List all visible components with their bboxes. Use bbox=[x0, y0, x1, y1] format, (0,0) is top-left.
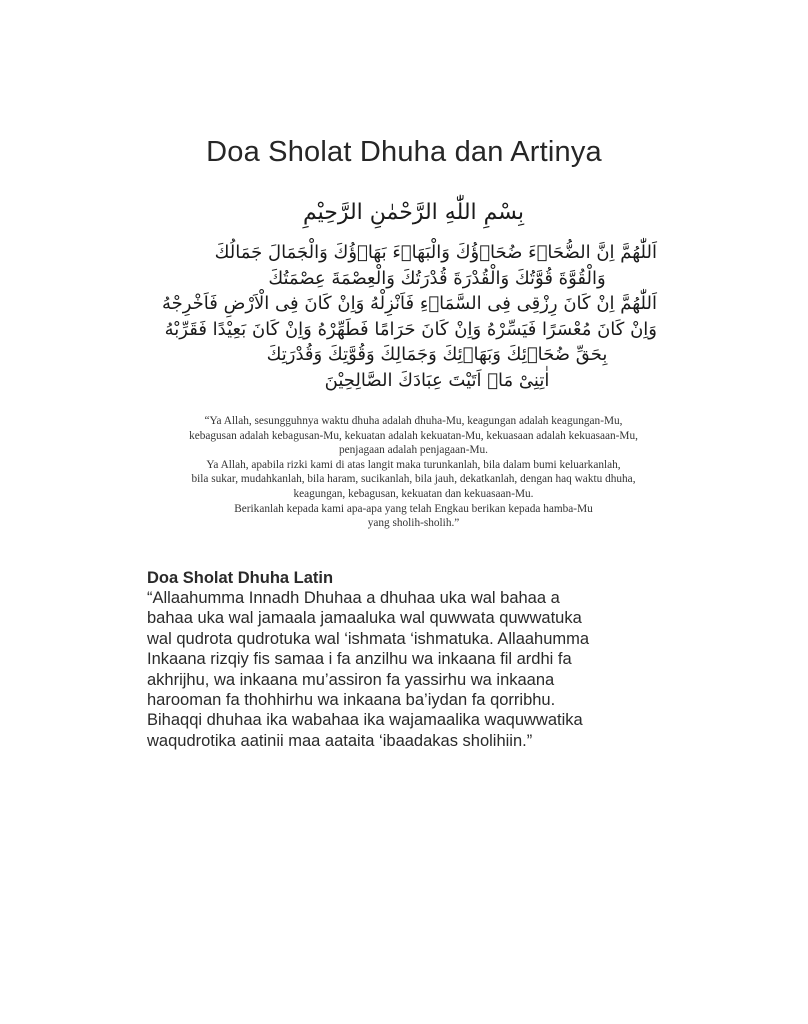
latin-line: waqudrotika aatinii maa aataita ‘ibaadakas sholihiin.” bbox=[147, 731, 533, 750]
translation-line: Berikanlah kepada kami apa-apa yang telah Engkau berikan kepada hamba-Mu bbox=[234, 502, 593, 515]
latin-line: akhrijhu, wa inkaana mu’assiron fa yassirhu wa inkaana bbox=[147, 670, 555, 689]
dua-image bbox=[147, 192, 680, 544]
latin-line: bahaa uka wal jamaala jamaaluka wal quwwata quwwatuka bbox=[147, 609, 582, 628]
translation-line: keagungan, kebagusan, kekuatan dan kekuasaan-Mu. bbox=[293, 487, 534, 500]
latin-line: “Allaahumma Innadh Dhuhaa a dhuhaa uka wal bahaa a bbox=[147, 589, 560, 607]
translation-line: kebagusan adalah kebagusan-Mu, kekuatan adalah kekuatan-Mu, kekuasaan adalah kekuasaan-Mu, bbox=[189, 429, 638, 442]
latin-line: harooman fa thohhirhu wa inkaana ba’iydan fa qorribhu. bbox=[147, 691, 556, 710]
arabic-line: اَللّٰهُمَّ اِنْ كَانَ رِزْقِى فِى السَّمَاۤءِ فَاَنْزِلْهُ وَاِنْ كَانَ فِى الْاَرْضِ فَاَخْرِجْهُ bbox=[161, 293, 657, 314]
latin-line: Inkaana rizqiy fis samaa i fa anzilhu wa inkaana fil ardhi fa bbox=[147, 650, 572, 669]
translation-line: “Ya Allah, sesungguhnya waktu dhuha adalah dhuha-Mu, keagungan adalah keagungan-Mu, bbox=[204, 415, 623, 427]
section-heading: Doa Sholat Dhuha Latin bbox=[147, 569, 334, 587]
page-title: Doa Sholat Dhuha dan Artinya bbox=[206, 136, 602, 168]
translation-line: bila sukar, mudahkanlah, bila haram, sucikanlah, bila jauh, dekatkanlah, dengan haq waktu dhuha, bbox=[191, 473, 636, 486]
arabic-line: اٰتِنِىْ مَاۤ اَتَيْتَ عِبَادَكَ الصَّالِحِيْنَ bbox=[324, 369, 550, 391]
arabic-line: اَللّٰهُمَّ اِنَّ الضُّحَاۤءَ ضُحَاۤؤُكَ وَالْبَهَاۤءَ بَهَاۤؤُكَ وَالْجَمَالَ جَمَالُكَ bbox=[214, 242, 657, 263]
arabic-line: بِحَقِّ ضُحَاۤئِكَ وَبَهَاۤئِكَ وَجَمَالِكَ وَقُوَّتِكَ وَقُدْرَتِكَ bbox=[266, 344, 608, 365]
latin-dua-text bbox=[147, 588, 667, 751]
latin-line: Bihaqqi dhuhaa ika wabahaa ika wajamaalika waquwwatika bbox=[147, 711, 583, 730]
dua-translation bbox=[147, 414, 680, 531]
arabic-line: وَالْقُوَّةَ قُوَّتُكَ وَالْقُدْرَةَ قُدْرَتُكَ وَالْعِصْمَةَ عِصْمَتُكَ bbox=[268, 267, 606, 289]
latin-section bbox=[147, 568, 667, 751]
arabic-line: وَاِنْ كَانَ مُعْسَرًا فَيَسِّرْهُ وَاِنْ كَانَ حَرَامًا فَطَهِّرْهُ وَاِنْ كَانَ بَعِيْدًا فَقَرِّبْهُ bbox=[164, 318, 657, 340]
translation-line: Ya Allah, apabila rizki kami di atas langit maka turunkanlah, bila dalam bumi keluarkanlah, bbox=[206, 458, 621, 471]
translation-line: penjagaan adalah penjagaan-Mu. bbox=[339, 444, 488, 457]
arabic-dua-text bbox=[161, 240, 657, 393]
translation-line: yang sholih-sholih.” bbox=[367, 517, 460, 530]
latin-line: wal qudrota qudrotuka wal ‘ishmata ‘ishmatuka. Allaahumma bbox=[147, 629, 590, 648]
bismillah-calligraphy: بِسْمِ اللّٰهِ الرَّحْمٰنِ الرَّحِيْمِ bbox=[302, 200, 525, 225]
